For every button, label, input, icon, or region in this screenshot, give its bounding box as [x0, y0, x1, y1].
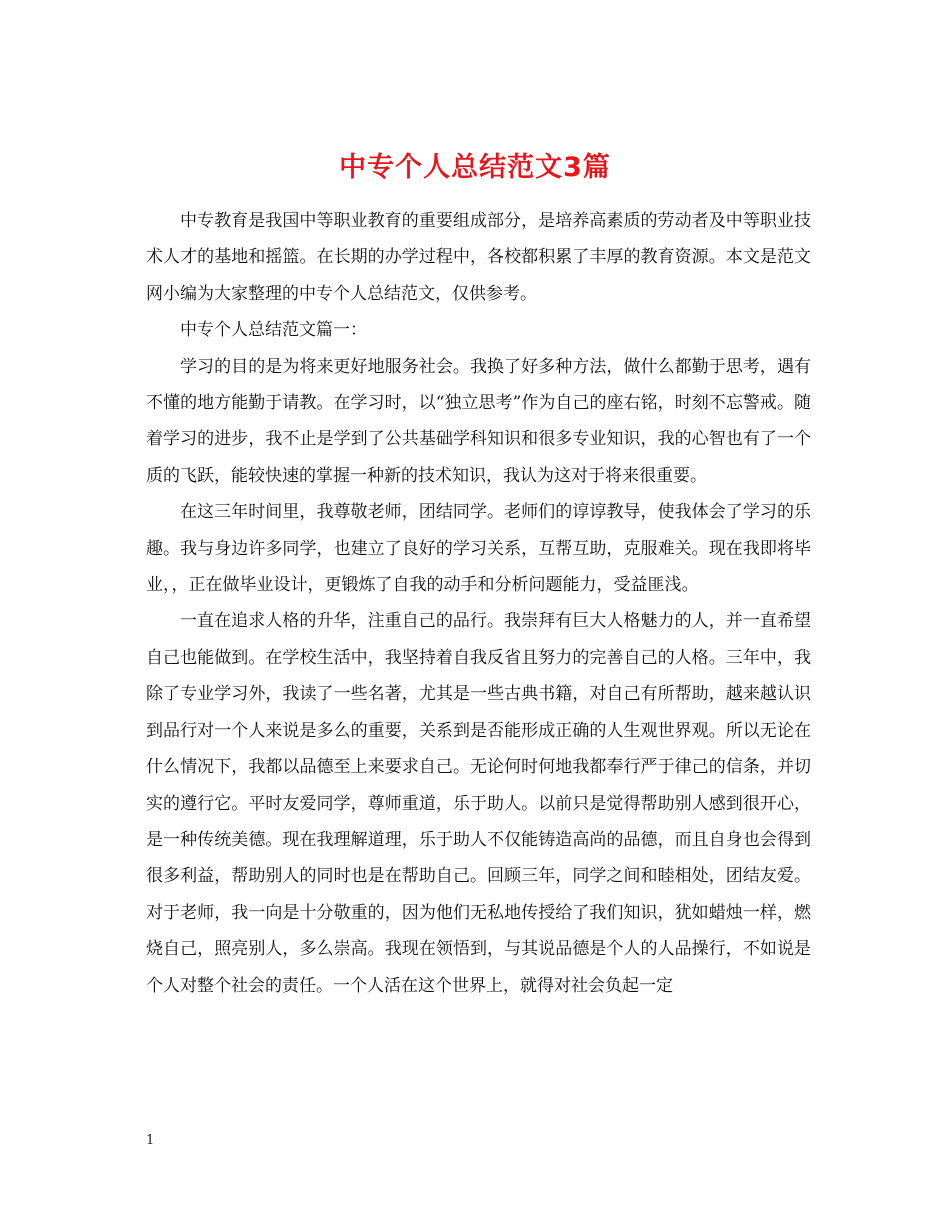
- document-body: [146, 203, 811, 1004]
- body-paragraph: 在这三年时间里，我尊敬老师，团结同学。老师们的谆谆教导，使我体会了学习的乐趣。我与身边许多同学，也建立了良好的学习关系，互帮互助，克服难关。现在我即将毕业，，正在做毕业设计，更锻炼了自我的动手和分析问题能力，受益匪浅。: [146, 502, 811, 596]
- section-heading: 中专个人总结范文篇一：: [180, 320, 367, 341]
- body-paragraph: 一直在追求人格的升华，注重自己的品行。我崇拜有巨大人格魅力的人，并一直希望自己也能做到。在学校生活中，我坚持着自我反省且努力的完善自己的人格。三年中，我除了专业学习外，我读了一些名著，尤其是一些古典书籍，对自己有所帮助，越来越认识到品行对一个人来说是多么的重要，关系到是否能形成正确的人生观世界观。所以无论在什么情况下，我都以品德至上来要求自己。无论何时何地我都奉行严于律己的信条，并切实的遵行它。平时友爱同学，尊师重道，乐于助人。以前只是觉得帮助别人感到很开心，是一种传统美德。现在我理解道理，乐于助人不仅能铸造高尚的品德，而且自身也会得到很多利益，帮助别人的同时也是在帮助自己。回顾三年，同学之间和睦相处，团结友爱。对于老师，我一向是十分敬重的，因为他们无私地传授给了我们知识，犹如蜡烛一样，燃烧自己，照亮别人，多么崇高。我现在领悟到，与其说品德是个人的人品操行，不如说是个人对整个社会的责任。一个人活在这个世界上，就得对社会负起一定: [146, 611, 811, 996]
- body-paragraph: 学习的目的是为将来更好地服务社会。我换了好多种方法，做什么都勤于思考，遇有不懂的地方能勤于请教。在学习时，以“独立思考”作为自己的座右铭，时刻不忘警戒。随着学习的进步，我不止是学到了公共基础学科知识和很多专业知识，我的心智也有了一个质的飞跃，能较快速的掌握一种新的技术知识，我认为这对于将来很重要。: [146, 356, 811, 486]
- intro-paragraph: 中专教育是我国中等职业教育的重要组成部分，是培养高素质的劳动者及中等职业技术人才的基地和摇篮。在长期的办学过程中，各校都积累了丰厚的教育资源。本文是范文网小编为大家整理的中专个人总结范文，仅供参考。: [146, 211, 811, 304]
- page-number: 1: [146, 1133, 155, 1148]
- document-title: 中专个人总结范文3篇: [339, 152, 611, 184]
